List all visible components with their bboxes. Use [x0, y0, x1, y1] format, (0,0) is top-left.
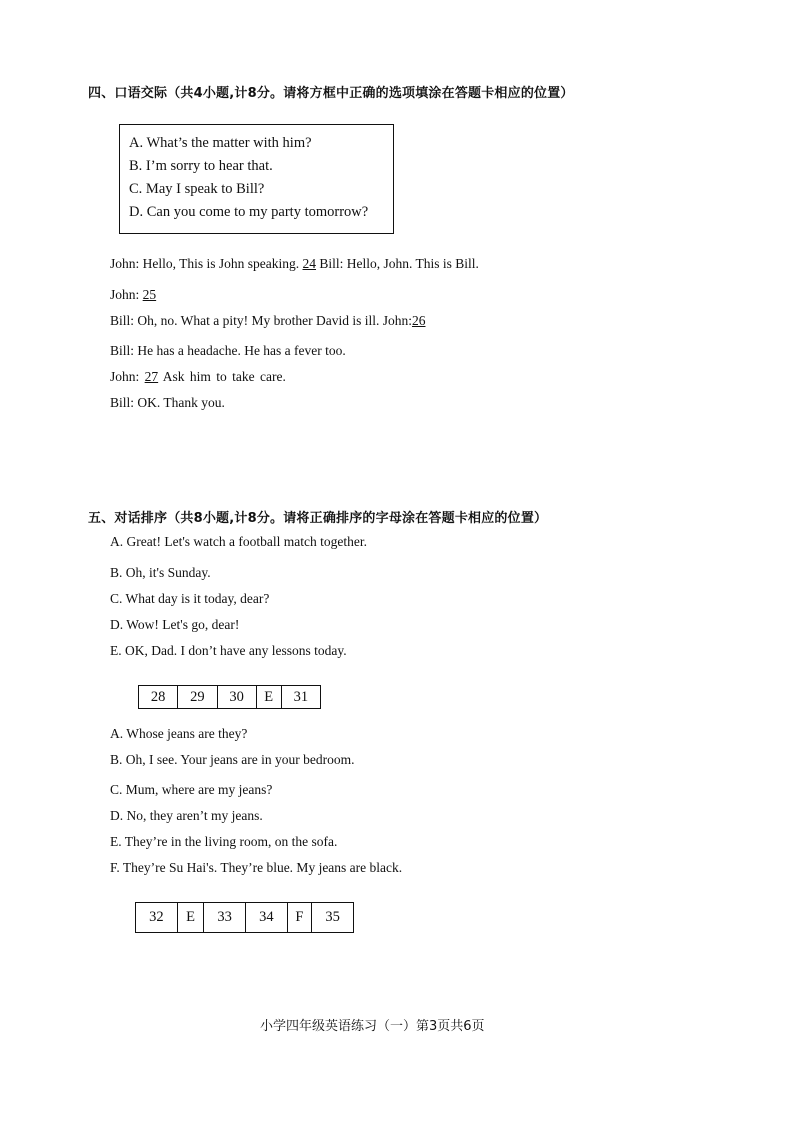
sequence-cell: 30	[217, 686, 256, 709]
option-c: C. May I speak to Bill?	[129, 181, 265, 197]
blank-24: 24	[302, 256, 317, 271]
option-a: A. What’s the matter with him?	[129, 135, 312, 151]
sequence-cell: E	[177, 903, 204, 933]
group1-item-d: D. Wow! Let's go, dear!	[110, 617, 240, 632]
group2-item-e: E. They’re in the living room, on the sofa.	[110, 834, 338, 849]
sequence-cell: 28	[139, 686, 178, 709]
group2-item-d: D. No, they aren’t my jeans.	[110, 808, 263, 823]
dialogue-line-3	[110, 313, 425, 329]
group2-item-c: C. Mum, where are my jeans?	[110, 782, 273, 797]
sequence-cell: 31	[281, 686, 320, 709]
dialogue-text: Bill: Hello, John. This is Bill.	[316, 256, 479, 271]
section4-heading: 四、口语交际（共4小题,计8分。请将方框中正确的选项填涂在答题卡相应的位置）	[88, 86, 574, 101]
blank-27: 27	[144, 369, 159, 384]
blank-25: 25	[142, 287, 157, 302]
page-footer: 小学四年级英语练习（一）第3页共6页	[260, 1019, 485, 1034]
options-box	[119, 124, 394, 234]
dialogue-text: John: Hello, This is John speaking.	[110, 256, 303, 271]
sequence-table-2	[135, 902, 354, 933]
dialogue-line-5	[110, 369, 286, 385]
sequence-cell: 32	[136, 903, 178, 933]
sequence-cell: 34	[246, 903, 288, 933]
sequence-cell: 35	[312, 903, 354, 933]
dialogue-line-2	[110, 287, 156, 303]
sequence-cell: 29	[178, 686, 217, 709]
group2-item-a: A. Whose jeans are they?	[110, 726, 248, 741]
group1-item-a: A. Great! Let's watch a football match together.	[110, 534, 367, 549]
dialogue-line-1	[110, 256, 479, 272]
group2-item-f: F. They’re Su Hai's. They’re blue. My jeans are black.	[110, 860, 403, 875]
dialogue-line-4: Bill: He has a headache. He has a fever too.	[110, 343, 346, 358]
option-b: B. I’m sorry to hear that.	[129, 158, 273, 174]
blank-26: 26	[411, 313, 426, 328]
sequence-cell: 33	[204, 903, 246, 933]
option-d: D. Can you come to my party tomorrow?	[129, 204, 369, 220]
dialogue-text: Bill: Oh, no. What a pity! My brother David is ill. John:	[110, 313, 412, 328]
group1-item-b: B. Oh, it's Sunday.	[110, 565, 211, 580]
dialogue-line-6: Bill: OK. Thank you.	[110, 395, 225, 410]
dialogue-text: Ask him to take care.	[158, 369, 286, 384]
dialogue-text: John:	[110, 287, 143, 302]
sequence-cell: E	[256, 686, 281, 709]
sequence-table-1	[138, 685, 321, 709]
section5-heading: 五、对话排序（共8小题,计8分。请将正确排序的字母涂在答题卡相应的位置）	[88, 511, 548, 526]
sequence-cell: F	[287, 903, 311, 933]
group1-item-c: C. What day is it today, dear?	[110, 591, 270, 606]
group2-item-b: B. Oh, I see. Your jeans are in your bedroom.	[110, 752, 355, 767]
dialogue-text: John:	[110, 369, 145, 384]
group1-item-e: E. OK, Dad. I don’t have any lessons today.	[110, 643, 347, 658]
